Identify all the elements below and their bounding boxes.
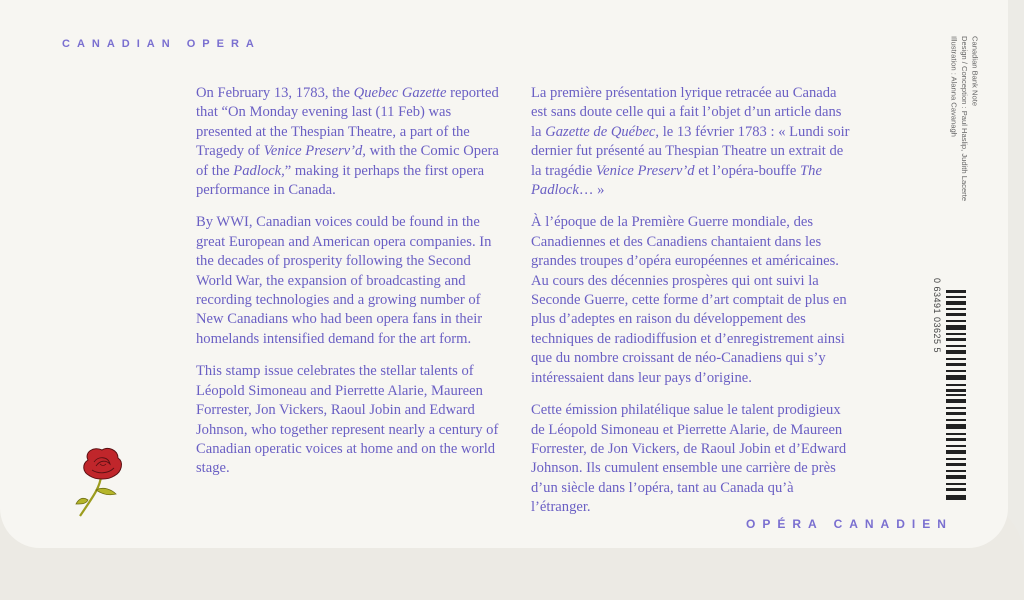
credits-design: Design / Conception : Paul Haslip, Judith Lacerte — [960, 36, 969, 202]
heading-english: CANADIAN OPERA — [62, 38, 261, 50]
credits-block — [948, 36, 980, 201]
heading-french: OPÉRA CANADIEN — [746, 517, 953, 531]
french-paragraph-2: À l’époque de la Première Guerre mondiale, des Canadiennes et des Canadiens chantaient dans les grandes troupes d’opéra européennes et américaines. Au cours des décennies prospères qui ont suivi la Seconde Guerre, cette forme d’art comptait de plus en plus d’adeptes en raison du développement des techniques de radiodiffusion et d’enregistrement ainsi que du nombre croissant de néo-Canadiens qui s’y intéressaient dans leur pays d’origine. — [531, 214, 847, 386]
english-paragraph-1: On February 13, 1783, the Quebec Gazette reported that “On Monday evening last (11 Feb) was presented at the Thespian Theatre, a part of the Tragedy of Venice Preserv’d, with the Comic Opera of the Padlock,” making it perhaps the first opera performance in Canada. — [196, 85, 499, 199]
french-paragraph-3: Cette émission philatélique salue le talent prodigieux de Léopold Simoneau et Pierrette Alarie, de Maureen Forrester, de Jon Vickers, de Raoul Jobin et d’Edward Johnson. Ils cumulent ensemble une carrière de près d’un siècle dans l’opéra, tant au Canada qu’à l’étranger. — [531, 402, 847, 516]
french-paragraph-1: La première présentation lyrique retracée au Canada est sans doute celle qui a fait l’objet d’un article dans la Gazette de Québec, le 13 février 1783 : « Lundi soir dernier fut présenté au Thespian Theatre un extrait de la tragédie Venice Preserv’d et l’opéra-bouffe The Padlock… » — [531, 85, 850, 199]
barcode-digits: 0 63491 03625 5 — [932, 278, 942, 354]
english-paragraph-3: This stamp issue celebrates the stellar talents of Léopold Simoneau and Pierrette Alarie, Maureen Forrester, Jon Vickers, Raoul Jobin and Edward Johnson, who together represent nearly a century of Canadian operatic voices at home and on the world stage. — [196, 363, 499, 477]
credits-illustration: Illustration : Alanna Cavanagh — [949, 36, 959, 137]
english-text-column — [196, 84, 500, 492]
credits-printer: Canadian Bank Note — [970, 36, 980, 107]
barcode — [932, 278, 966, 512]
barcode-bars — [946, 290, 966, 500]
english-paragraph-2: By WWI, Canadian voices could be found in the great European and American opera companies. In the decades of prosperity following the Second World War, the expansion of broadcasting and recording technologies and a growing number of New Canadians who had been opera fans in their homelands intensified demand for the art form. — [196, 214, 492, 347]
french-text-column — [531, 84, 851, 531]
rose-icon — [74, 446, 130, 520]
